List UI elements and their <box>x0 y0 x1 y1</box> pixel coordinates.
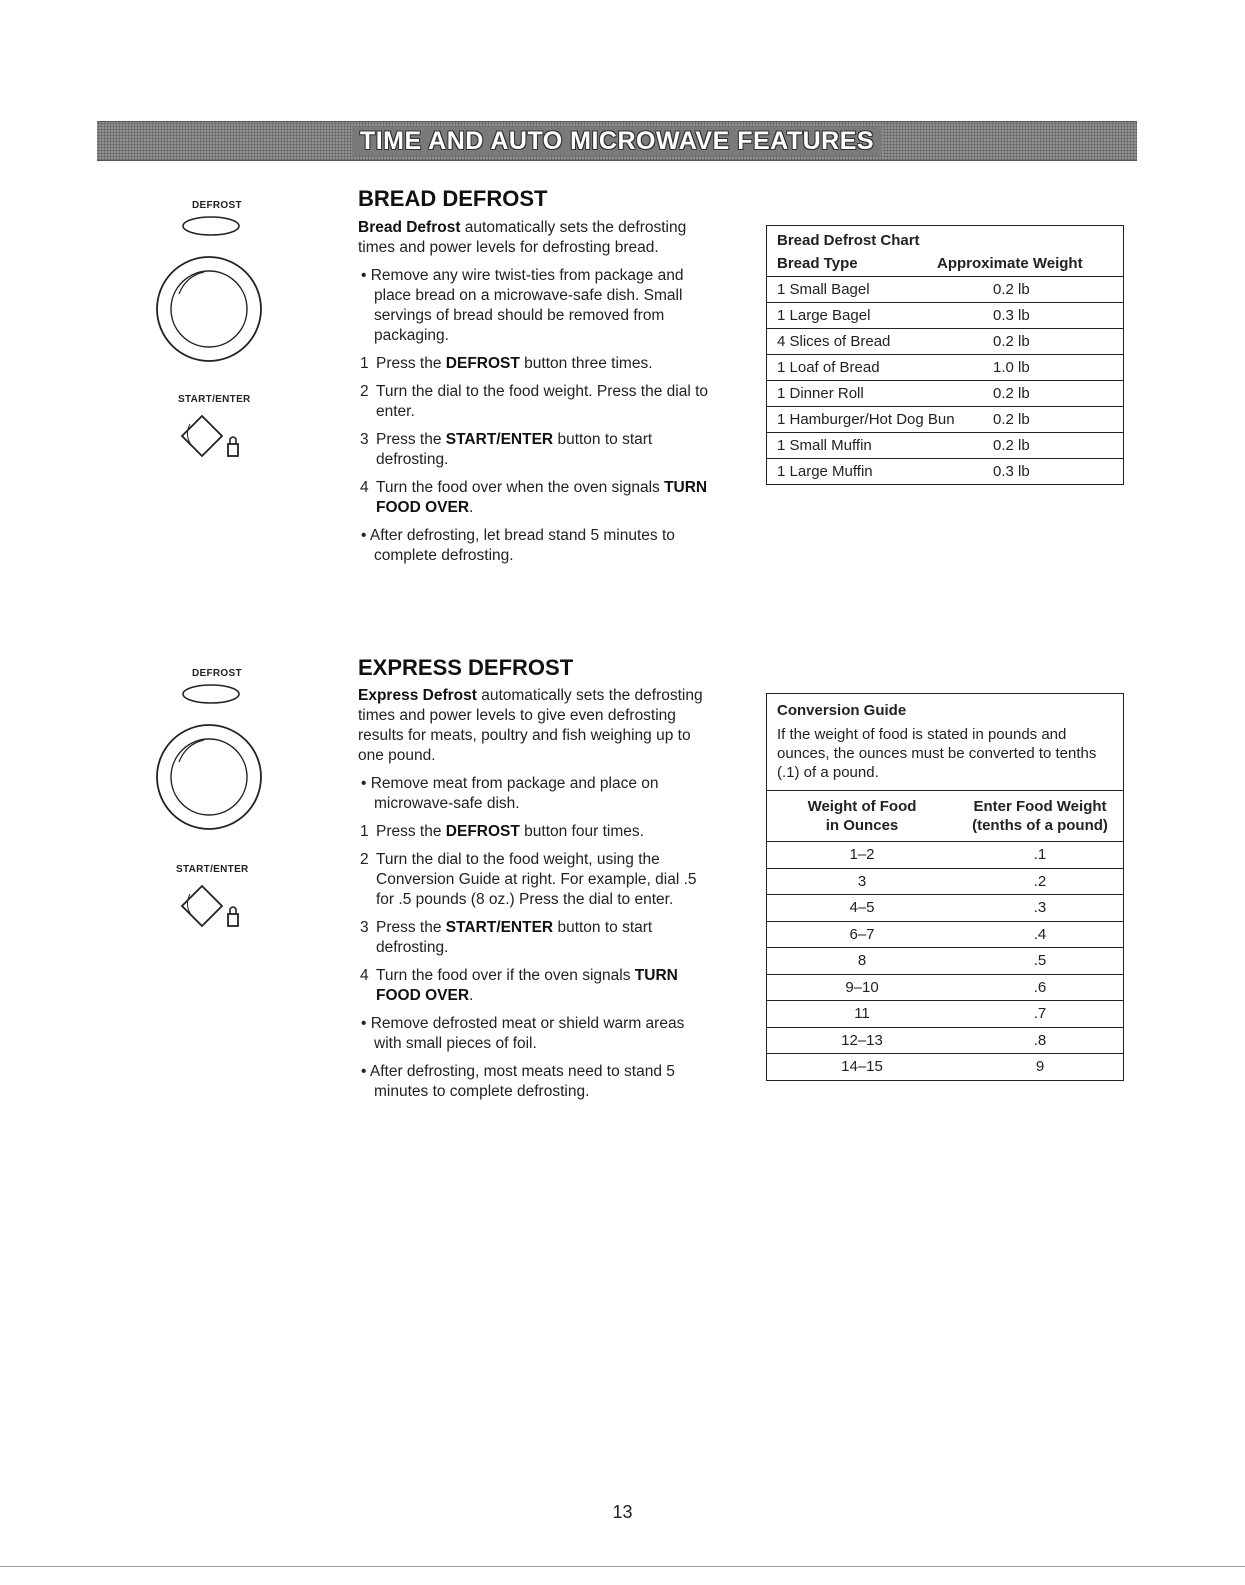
express-defrost-instructions <box>358 686 708 1110</box>
express-step-1: 1 Press the DEFROST button four times. <box>360 823 644 840</box>
express-step-3: 3 Press the START/ENTER button to start defrosting. <box>360 919 653 956</box>
table-row: 11 .7 <box>767 1001 1123 1028</box>
express-step-4: 4 Turn the food over if the oven signals TURN FOOD OVER. <box>360 967 678 1004</box>
conversion-description: If the weight of food is stated in pounds and ounces, the ounces must be converted to tenths (.1) of a pound. <box>777 726 1097 781</box>
banner-title: TIME AND AUTO MICROWAVE FEATURES <box>352 127 882 156</box>
start-enter-label: START/ENTER <box>176 864 249 875</box>
express-bullet-1: • Remove meat from package and place on microwave-safe dish. <box>361 775 659 812</box>
bread-defrost-chart <box>766 225 1124 485</box>
express-step-2: 2 Turn the dial to the food weight, using the Conversion Guide at right. For example, dial .5 for .5 pounds (8 oz.) Press the dial to enter. <box>360 851 697 908</box>
table-row: 6–7 .4 <box>767 922 1123 949</box>
bread-intro: Bread Defrost automatically sets the defrosting times and power levels for defrosting bread. <box>358 219 687 256</box>
conversion-rows <box>767 842 1123 1080</box>
table-row: 1–2 .1 <box>767 842 1123 869</box>
bread-bullet-1: • Remove any wire twist-ties from package and place bread on a microwave-safe dish. Small servings of bread should be removed from packaging. <box>361 267 684 344</box>
conversion-guide <box>766 693 1124 1081</box>
table-row: 9–10 .6 <box>767 975 1123 1002</box>
page-number: 13 <box>612 1502 633 1522</box>
dial-knob-icon <box>154 254 264 364</box>
bread-step-4: 4 Turn the food over when the oven signals TURN FOOD OVER. <box>360 479 708 516</box>
defrost-button-icon <box>178 214 248 238</box>
table-row: 4–5 .3 <box>767 895 1123 922</box>
table-row: 4 Slices of Bread 0.2 lb <box>767 329 1123 355</box>
table-row: 1 Dinner Roll 0.2 lb <box>767 381 1123 407</box>
col-enter-weight: Enter Food Weight (tenths of a pound) <box>972 798 1108 834</box>
bread-control-icons <box>170 196 310 476</box>
table-row: 1 Small Muffin 0.2 lb <box>767 433 1123 459</box>
bottom-divider <box>0 1566 1245 1567</box>
defrost-label: DEFROST <box>192 200 242 211</box>
table-row: 3 .2 <box>767 869 1123 896</box>
table-row: 1 Large Muffin 0.3 lb <box>777 463 1030 480</box>
bread-defrost-heading: BREAD DEFROST <box>358 186 548 211</box>
express-bullet-2: • Remove defrosted meat or shield warm areas with small pieces of foil. <box>361 1015 685 1052</box>
section-banner <box>97 121 1137 161</box>
start-enter-label: START/ENTER <box>178 394 251 405</box>
table-row: 8 .5 <box>767 948 1123 975</box>
conversion-title: Conversion Guide <box>777 702 907 719</box>
bread-step-1: 1 Press the DEFROST button three times. <box>360 355 653 372</box>
express-bullet-3: • After defrosting, most meats need to stand 5 minutes to complete defrosting. <box>361 1063 675 1100</box>
bread-chart-rows <box>767 277 1123 484</box>
start-enter-button-icon <box>180 882 250 938</box>
col-weight-ounces: Weight of Food in Ounces <box>807 798 917 834</box>
express-intro: Express Defrost automatically sets the defrosting times and power levels to give even defrosting results for meats, poultry and fish weighing up to one pound. <box>358 687 703 764</box>
start-enter-button-icon <box>180 412 250 468</box>
express-control-icons <box>170 664 310 944</box>
defrost-label: DEFROST <box>192 668 242 679</box>
defrost-button-icon <box>178 682 248 706</box>
table-row: 1 Hamburger/Hot Dog Bun 0.2 lb <box>767 407 1123 433</box>
table-row: 14–15 9 <box>841 1058 1045 1076</box>
dial-knob-icon <box>154 722 264 832</box>
table-row: 1 Large Bagel 0.3 lb <box>767 303 1123 329</box>
bread-chart-title: Bread Defrost Chart <box>777 232 920 249</box>
bread-step-3: 3 Press the START/ENTER button to start defrosting. <box>360 431 653 468</box>
bread-bullet-2: • After defrosting, let bread stand 5 minutes to complete defrosting. <box>361 527 675 564</box>
table-row: 12–13 .8 <box>767 1028 1123 1055</box>
express-defrost-heading: EXPRESS DEFROST <box>358 655 574 680</box>
bread-defrost-instructions <box>358 218 708 574</box>
bread-chart-header <box>767 251 1123 277</box>
bread-step-2: 2 Turn the dial to the food weight. Press the dial to enter. <box>360 383 709 420</box>
conversion-header <box>767 790 1123 842</box>
col-bread-type: Bread Type <box>777 255 858 272</box>
col-approx-weight: Approximate Weight <box>937 255 1083 272</box>
table-row: 1 Loaf of Bread 1.0 lb <box>767 355 1123 381</box>
table-row: 1 Small Bagel 0.2 lb <box>767 277 1123 303</box>
